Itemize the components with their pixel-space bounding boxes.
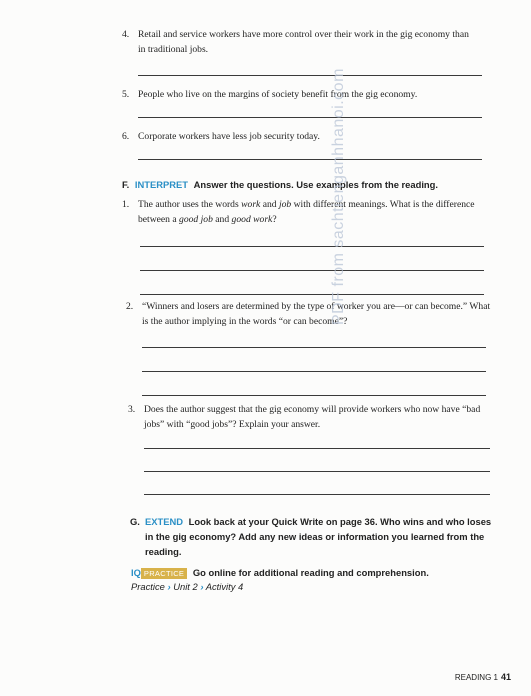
- question-1: [122, 198, 498, 227]
- path-practice[interactable]: Practice: [131, 581, 165, 592]
- question-number: 2.: [126, 301, 134, 312]
- statement-number: 6.: [122, 131, 130, 142]
- path-activity[interactable]: Activity 4: [205, 581, 244, 592]
- footer-label: READING 1: [454, 673, 498, 682]
- question-3: [128, 403, 500, 432]
- section-instruction: Look back at your Quick Write on page 36. Who wins and who loses in the gig economy? Add any new ideas or information you learned from the reading.: [145, 516, 492, 557]
- term-good-work: good work: [231, 213, 273, 225]
- practice-path[interactable]: [131, 580, 243, 594]
- section-letter: G.: [130, 516, 140, 527]
- answer-line[interactable]: [144, 494, 490, 495]
- chevron-right-icon: ›: [200, 581, 204, 592]
- page-footer: [455, 672, 511, 682]
- term-good-job: good job: [179, 213, 213, 225]
- question-2: [126, 300, 498, 329]
- question-text: Does the author suggest that the gig economy will provide workers who now have “bad jobs” with “good jobs”? Explain your answer.: [144, 404, 481, 430]
- answer-line[interactable]: [140, 294, 484, 295]
- question-text: “Winners and losers are determined by the type of worker you are—or can become.” What is the author implying in the words “or can become”?: [142, 301, 491, 327]
- question-number: 1.: [122, 199, 130, 210]
- answer-line[interactable]: [138, 75, 482, 76]
- answer-line[interactable]: [144, 471, 490, 472]
- path-unit[interactable]: Unit 2: [173, 581, 198, 592]
- watermark: PDF from sachtienganhhanoi.com: [330, 68, 347, 325]
- statement-text: Retail and service workers have more control over their work in the gig economy than in traditional jobs.: [138, 29, 469, 55]
- answer-line[interactable]: [138, 159, 482, 160]
- section-keyword: EXTEND: [145, 516, 184, 527]
- section-keyword: INTERPRET: [134, 179, 189, 190]
- section-instruction: Answer the questions. Use examples from the reading.: [193, 179, 438, 190]
- answer-line[interactable]: [140, 246, 484, 247]
- section-f-heading: [122, 178, 492, 192]
- statement-5: [122, 88, 498, 103]
- iq-practice: [131, 566, 491, 581]
- question-number: 3.: [128, 404, 136, 415]
- answer-line[interactable]: [142, 347, 486, 348]
- statement-number: 4.: [122, 29, 130, 40]
- answer-line[interactable]: [142, 371, 486, 372]
- term-work: work: [241, 199, 261, 210]
- iq-logo: IQ: [131, 567, 141, 578]
- statement-text: Corporate workers have less job security today.: [138, 131, 320, 142]
- chevron-right-icon: ›: [167, 581, 171, 592]
- practice-badge: PRACTICE: [141, 568, 187, 579]
- answer-line[interactable]: [138, 117, 482, 118]
- iq-practice-text: Go online for additional reading and comprehension.: [192, 567, 429, 578]
- term-job: job: [278, 199, 292, 210]
- answer-line[interactable]: [144, 448, 490, 449]
- page-number: 41: [500, 672, 511, 682]
- answer-line[interactable]: [140, 270, 484, 271]
- question-text: The author uses the words work and job with different meanings. What is the difference between a good job and good work?: [138, 199, 475, 225]
- statement-6: [122, 130, 498, 145]
- statement-4: [122, 28, 478, 57]
- statement-text: People who live on the margins of society benefit from the gig economy.: [138, 89, 418, 100]
- answer-line[interactable]: [142, 395, 486, 396]
- section-g: [130, 514, 495, 559]
- section-letter: F.: [122, 179, 130, 190]
- statement-number: 5.: [122, 89, 130, 100]
